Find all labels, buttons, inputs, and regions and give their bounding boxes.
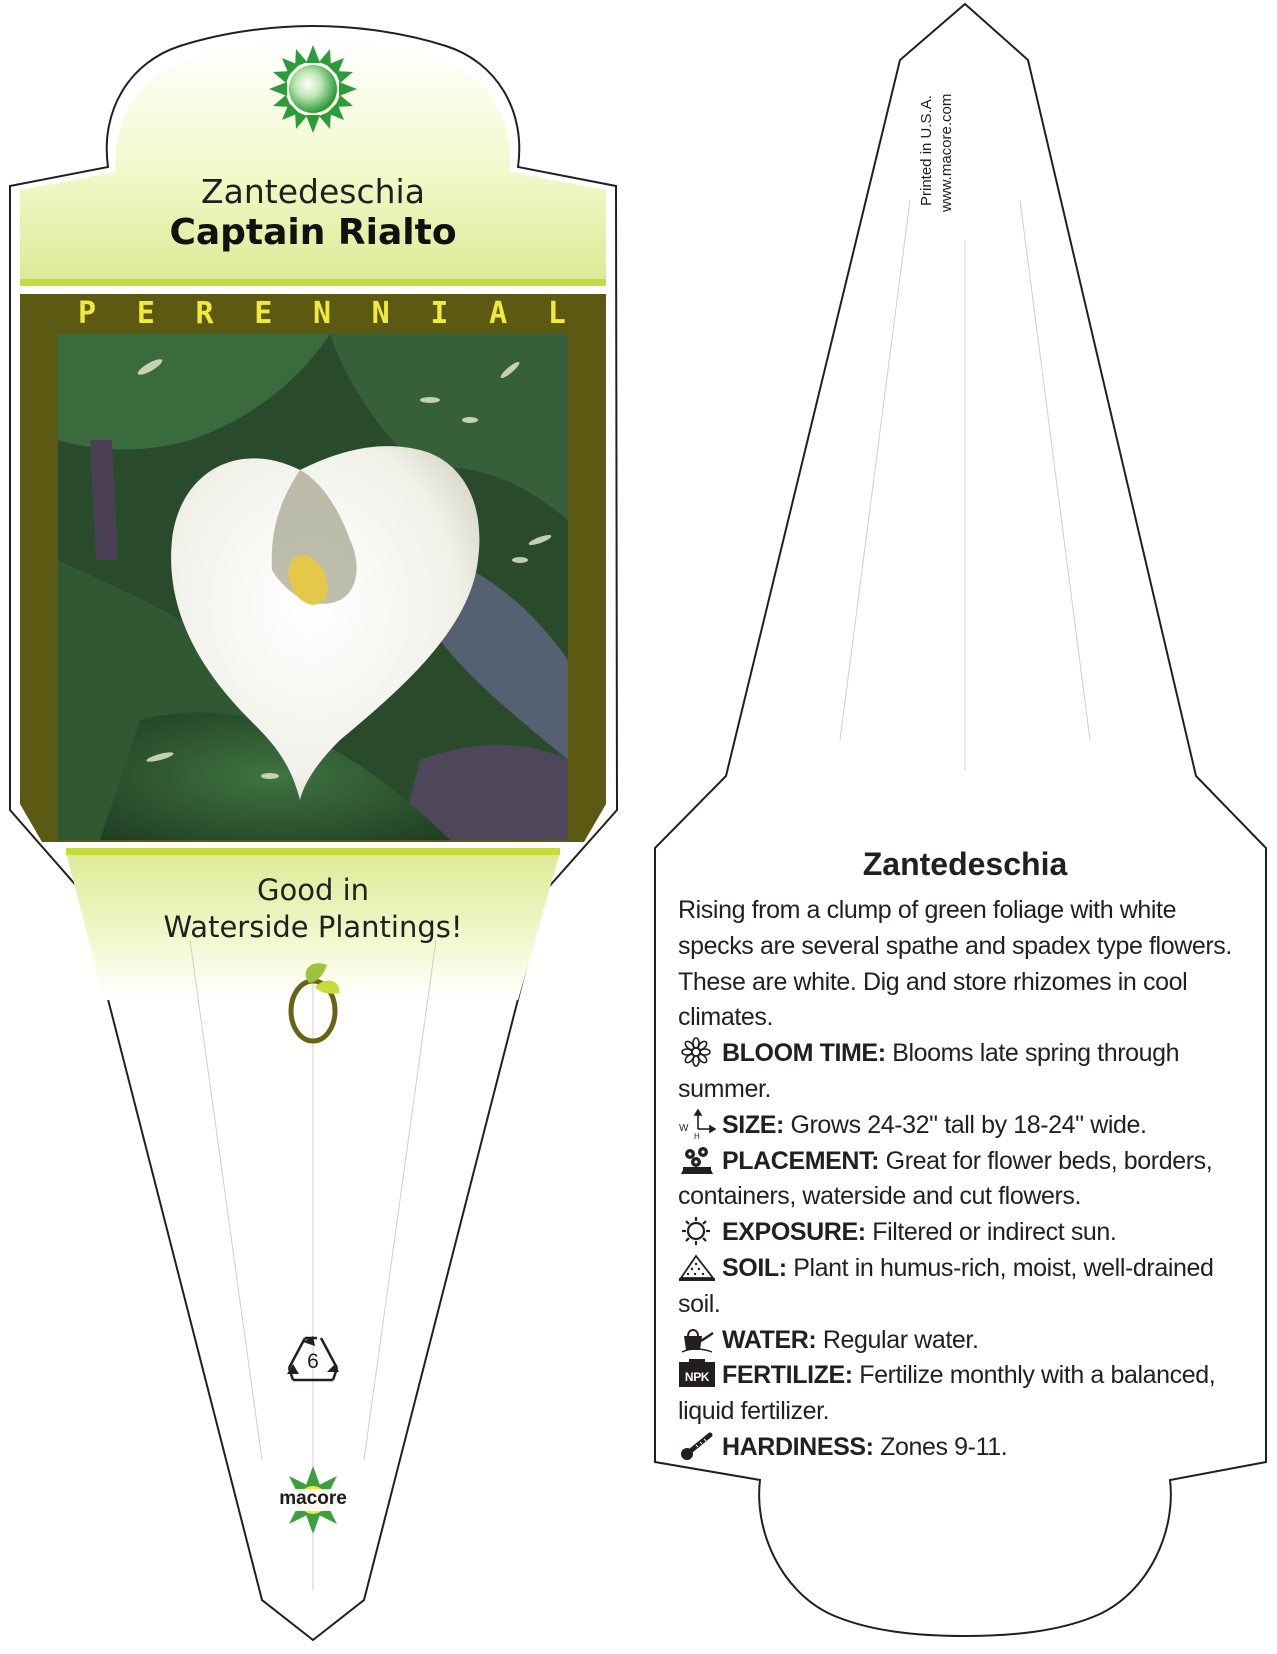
attribute-label: SOIL:: [722, 1253, 787, 1282]
header-rule: [20, 279, 606, 286]
plant-genus: Zantedeschia: [201, 172, 425, 211]
sun-icon: [678, 1216, 716, 1246]
printed-info: [918, 54, 960, 234]
attribute-value: Filtered or indirect sun.: [872, 1218, 1117, 1247]
attribute-size: [678, 1108, 1243, 1144]
attribute-water: [678, 1323, 1243, 1359]
attribute-soil: [678, 1251, 1243, 1323]
attribute-value: Zones 9-11.: [880, 1432, 1008, 1461]
attribute-bloom-time: [678, 1036, 1243, 1108]
flower-icon: [678, 1037, 716, 1067]
attribute-value: Fertilize monthly with a balanced, liquid fertilizer.: [678, 1361, 1216, 1426]
attribute-label: BLOOM TIME:: [722, 1039, 886, 1068]
brand-wordmark: macore: [279, 1488, 347, 1509]
category-banner: [20, 296, 606, 336]
size-icon-h: H: [694, 1131, 700, 1139]
size-arrows-icon: [678, 1109, 716, 1139]
attribute-exposure: [678, 1215, 1243, 1251]
attribute-label: HARDINESS:: [722, 1432, 874, 1461]
back-title: Zantedeschia: [862, 846, 1068, 882]
attribute-label: EXPOSURE:: [722, 1218, 866, 1247]
npk-label: NPK: [684, 1370, 710, 1385]
category-letter: I: [430, 296, 449, 331]
npk-fertilizer-icon: [678, 1359, 716, 1389]
attribute-label: SIZE:: [722, 1110, 784, 1139]
watering-can-icon: [678, 1324, 716, 1354]
attribute-fertilize: [678, 1358, 1243, 1430]
size-icon-w: W: [679, 1122, 689, 1134]
category-letter: L: [547, 296, 566, 331]
tagline-line-1: Good in: [256, 873, 370, 907]
attribute-value: Plant in humus-rich, moist, well-drained soil.: [678, 1253, 1214, 1318]
tagline-line-2: Waterside Plantings!: [163, 910, 463, 944]
attribute-hardiness: [678, 1430, 1243, 1466]
thermometer-icon: [678, 1431, 716, 1461]
attribute-placement: [678, 1144, 1243, 1216]
category-letter: E: [136, 296, 155, 331]
attribute-value: Great for flower beds, borders, containers, waterside and cut flowers.: [678, 1146, 1213, 1211]
placement-flowers-icon: [678, 1145, 716, 1175]
care-info: [678, 893, 1243, 1466]
tagline: [80, 872, 546, 946]
attribute-label: FERTILIZE:: [722, 1361, 853, 1390]
attribute-label: WATER:: [722, 1325, 817, 1354]
category-letter: E: [254, 296, 273, 331]
category-letter: A: [489, 296, 508, 331]
calla-lily-photo: [58, 334, 568, 840]
attribute-label: PLACEMENT:: [722, 1146, 880, 1175]
attribute-value: Grows 24-32" tall by 18-24" wide.: [790, 1110, 1147, 1139]
attribute-value: Blooms late spring through summer.: [678, 1039, 1180, 1103]
category-letter: P: [78, 296, 97, 331]
website: www.macore.com: [938, 93, 955, 212]
footer-rule: [66, 848, 560, 855]
soil-pile-icon: [678, 1252, 716, 1282]
category-letter: N: [371, 296, 390, 331]
category-letter: R: [195, 296, 214, 331]
plant-cultivar: Captain Rialto: [169, 212, 457, 253]
sun-logo-icon: [269, 45, 357, 133]
attribute-value: Regular water.: [822, 1325, 979, 1354]
printed-in: Printed in U.S.A.: [918, 95, 935, 206]
category-letter: N: [312, 296, 331, 331]
recycle-number: 6: [307, 1350, 319, 1373]
description: Rising from a clump of green foliage with white specks are several spathe and spadex type flowers. These are white. Dig and store rhizomes in cool climates.: [678, 896, 1232, 1032]
